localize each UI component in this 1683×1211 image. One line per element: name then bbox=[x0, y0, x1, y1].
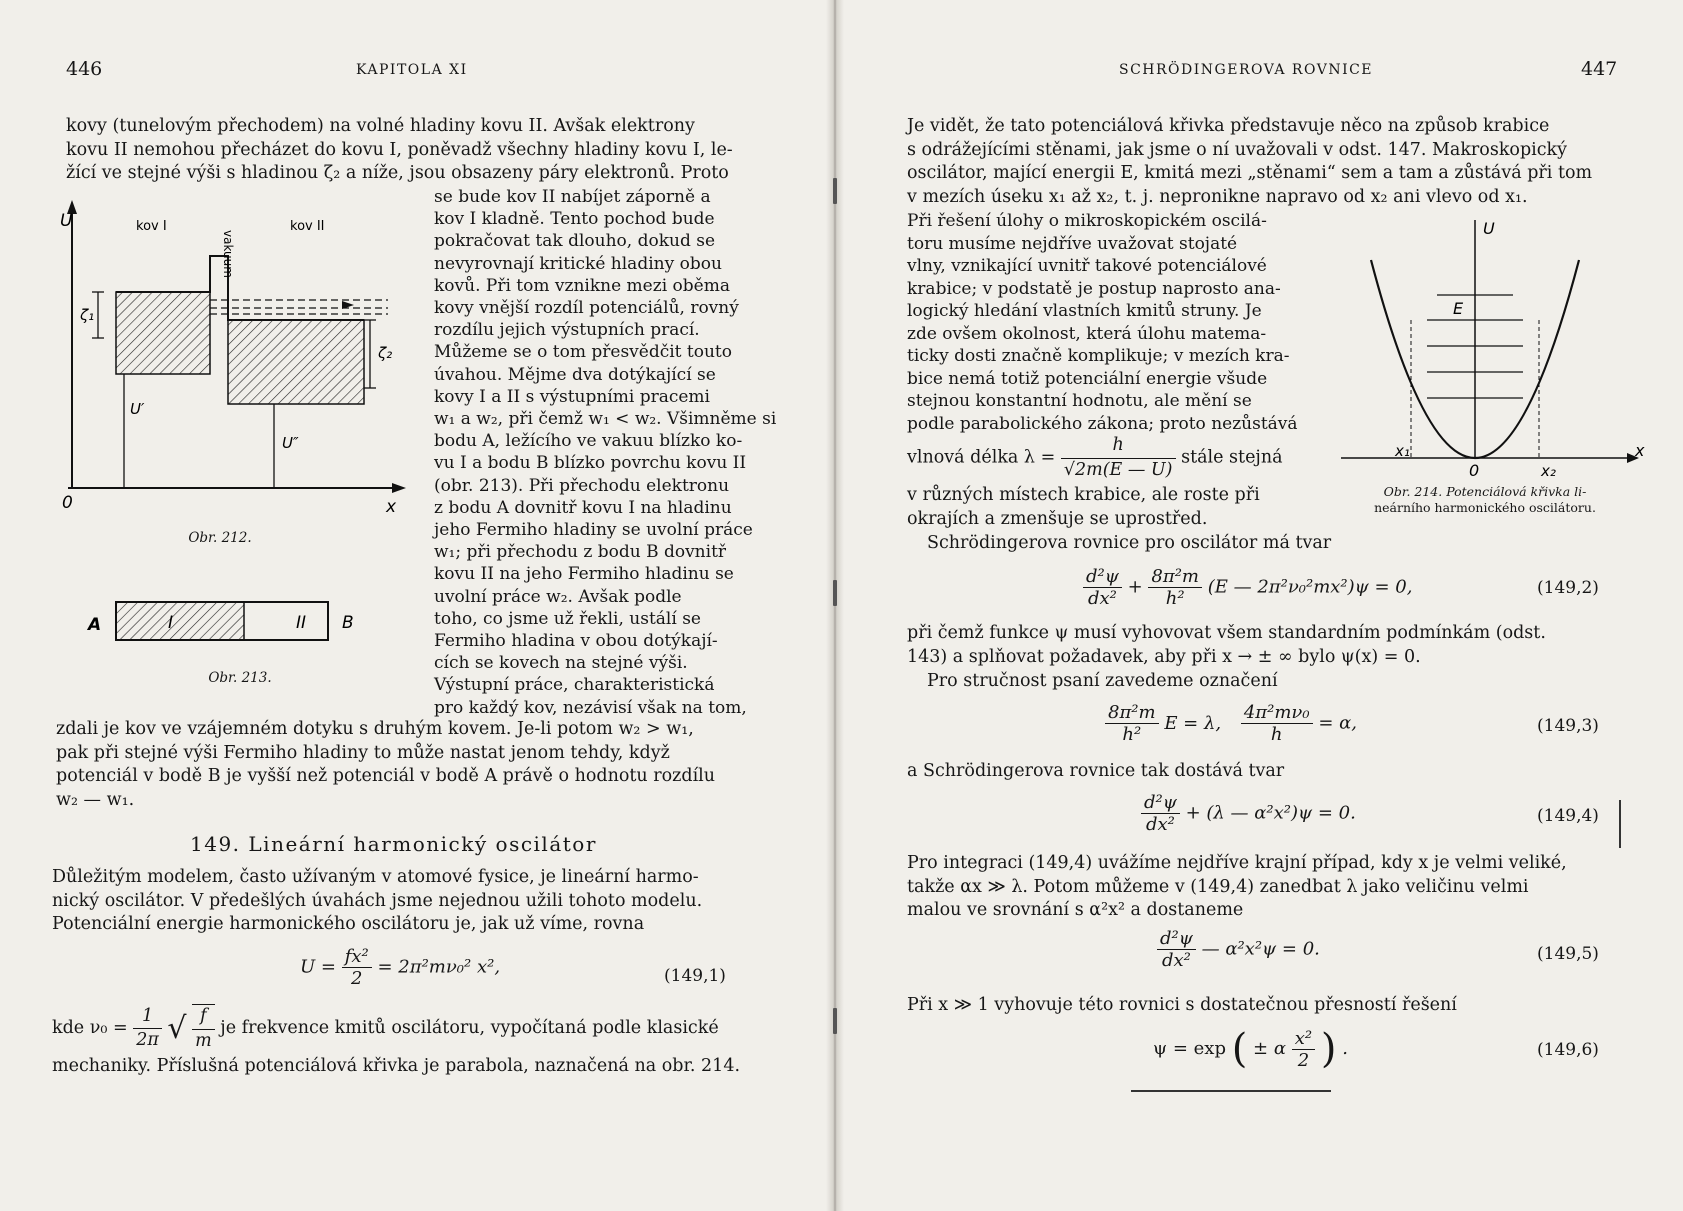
equation-149-2 bbox=[1083, 566, 1412, 609]
text-line: nevyrovnají kritické hladiny obou bbox=[434, 253, 722, 274]
text-line: kovu II na jeho Fermiho hladinu se bbox=[434, 564, 734, 585]
right-paragraph-4 bbox=[927, 532, 1607, 556]
section-end-rule bbox=[1131, 1090, 1331, 1092]
label-U-prime: U′ bbox=[130, 400, 145, 418]
fraction-denominator: 2π bbox=[136, 1030, 159, 1050]
text-line: stejnou konstantní hodnotu, ale mění se bbox=[907, 391, 1252, 411]
fraction-denominator: dx² bbox=[1145, 814, 1175, 835]
equation-149-4 bbox=[1141, 792, 1356, 835]
lambda-prefix: vlnová délka λ = bbox=[907, 447, 1056, 468]
margin-mark bbox=[1619, 800, 1621, 848]
text-line: w₁ a w₂, při čemž w₁ < w₂. Všimněme si bbox=[434, 409, 777, 430]
text-line: úvahou. Mějme dva dotýkající se bbox=[434, 364, 716, 385]
label-B: B bbox=[342, 613, 354, 633]
fraction bbox=[133, 1005, 162, 1053]
right-paragraph-7 bbox=[907, 760, 1587, 784]
text-line: zde ovšem okolnost, která úlohu matema- bbox=[907, 323, 1267, 344]
fraction bbox=[1241, 702, 1313, 745]
text-line: Při řešení úlohy o mikroskopickém oscilá- bbox=[907, 211, 1267, 231]
staple bbox=[833, 178, 837, 204]
label-kov-I: kov I bbox=[136, 219, 167, 234]
label-kov-II: kov II bbox=[290, 219, 325, 234]
fraction-denominator: 2 bbox=[351, 968, 363, 989]
left-paragraph-2 bbox=[434, 186, 777, 719]
text-line: Při x ≫ 1 vyhovuje této rovnici s dostatečnou přesností řešení bbox=[907, 995, 1457, 1015]
label-x1: x₁ bbox=[1395, 442, 1410, 460]
right-paren: ) bbox=[1320, 1026, 1337, 1072]
text-line: 143) a splňovat požadavek, aby při x → ± ∞ bylo ψ(x) = 0. bbox=[907, 646, 1421, 667]
text-line: vlny, vznikající uvnitř takové potenciálové bbox=[907, 256, 1267, 276]
fraction bbox=[1061, 434, 1176, 482]
text-line: Výstupní práce, charakteristická bbox=[434, 675, 715, 696]
fraction bbox=[1292, 1028, 1315, 1071]
fraction-denominator: h² bbox=[1165, 588, 1185, 609]
eq-rest: (E — 2π²ν₀²mx²)ψ = 0, bbox=[1207, 576, 1413, 598]
fraction-numerator: x² bbox=[1292, 1028, 1315, 1050]
left-running-head: KAPITOLA XI bbox=[356, 62, 468, 78]
left-paren: ( bbox=[1231, 1026, 1248, 1072]
fraction-numerator: 1 bbox=[133, 1005, 162, 1030]
eq-rest: + (λ — α²x²)ψ = 0. bbox=[1185, 802, 1356, 824]
fraction-numerator: d²ψ bbox=[1157, 928, 1196, 950]
text-line: podle parabolického zákona; proto nezůstává bbox=[907, 413, 1298, 434]
text-line: Pro stručnost psaní zavedeme označení bbox=[927, 671, 1278, 691]
label-x2: x₂ bbox=[1541, 462, 1556, 480]
label-U-double-prime: U″ bbox=[282, 434, 299, 452]
fraction-numerator: 8π²m bbox=[1105, 702, 1159, 724]
label-origin: 0 bbox=[62, 493, 73, 513]
right-paragraph-5 bbox=[907, 622, 1599, 669]
caption-line: neárního harmonického oscilátoru. bbox=[1374, 500, 1596, 515]
text-line: v mezích úseku x₁ až x₂, t. j. nepronikne napravo od x₂ ani vlevo od x₁. bbox=[907, 186, 1528, 207]
fraction-denominator: m bbox=[195, 1030, 212, 1051]
text-line: bice nemá totiž potenciální energie všude bbox=[907, 368, 1268, 389]
text-line: toho, co jsme už řekli, ustálí se bbox=[434, 608, 701, 629]
figure-212-caption: Obr. 212. bbox=[188, 530, 252, 546]
fraction-numerator: f bbox=[192, 1005, 215, 1030]
left-page bbox=[0, 0, 835, 1211]
figure-214-caption bbox=[1335, 484, 1635, 516]
left-page-number: 446 bbox=[66, 58, 103, 80]
text-line: kov I kladně. Tento pochod bude bbox=[434, 209, 715, 230]
text-line: s odrážejícími stěnami, jak jsme o ní uvažovali v odst. 147. Makroskopický bbox=[907, 139, 1568, 160]
text-line: (obr. 213). Při přechodu elektronu bbox=[434, 475, 730, 496]
right-running-head: SCHRÖDINGEROVA ROVNICE bbox=[1119, 62, 1374, 78]
text-line: w₂ — w₁. bbox=[56, 789, 135, 810]
text-line: mechaniky. Příslušná potenciálová křivka je parabola, naznačená na obr. 214. bbox=[52, 1056, 741, 1076]
caption-line: Obr. 214. Potenciálová křivka li- bbox=[1383, 484, 1587, 499]
text-line: Fermiho hladina v obou dotýkají- bbox=[434, 631, 718, 652]
text-line: takže αx ≫ λ. Potom můžeme v (149,4) zanedbat λ jako veličinu velmi bbox=[907, 876, 1529, 897]
fraction bbox=[192, 1004, 215, 1053]
equation-149-3 bbox=[1105, 702, 1357, 745]
label-E: E bbox=[1453, 299, 1464, 318]
text-line: pak při stejné výši Fermiho hladiny to může nastat jenom tehdy, když bbox=[56, 742, 670, 763]
fraction-denominator: dx² bbox=[1087, 588, 1117, 609]
figure-214 bbox=[1331, 210, 1651, 480]
text-line: kovy I a II s výstupními pracemi bbox=[434, 386, 710, 407]
text-line: kovu II nemohou přecházet do kovu I, poněvadž všechny hladiny kovu I, le- bbox=[66, 139, 733, 160]
text-line: oscilátor, mající energii E, kmitá mezi „stěnami“ sem a tam a zůstává při tom bbox=[907, 163, 1593, 183]
fraction-numerator: h bbox=[1061, 434, 1176, 459]
label-x: x bbox=[1635, 441, 1645, 460]
fraction-numerator: 4π²mν₀ bbox=[1241, 702, 1313, 724]
label-I: I bbox=[168, 613, 174, 633]
staple bbox=[833, 1008, 837, 1034]
text-line: cích se kovech na stejné výši. bbox=[434, 653, 688, 674]
plus-sign: + bbox=[1127, 576, 1143, 598]
equation-number: (149,5) bbox=[1537, 944, 1599, 964]
right-paragraph-8 bbox=[907, 852, 1599, 923]
right-paragraph-6 bbox=[927, 670, 1607, 694]
text-line: Potenciální energie harmonického oscilátoru je, jak už víme, rovna bbox=[52, 914, 645, 934]
left-paragraph-4 bbox=[52, 866, 752, 937]
text-line: potenciál v bodě B je vyšší než potenciál v bodě A právě o hodnotu rozdílu bbox=[56, 766, 716, 786]
text-line: kovů. Při tom vznikne mezi oběma bbox=[434, 275, 730, 296]
eq-rhs: = 2π²mν₀² x², bbox=[377, 956, 501, 978]
eq-pm: ± α bbox=[1253, 1038, 1287, 1059]
text-line: Pro integraci (149,4) uvážíme nejdříve krajní případ, kdy x je velmi veliké, bbox=[907, 853, 1567, 873]
fraction-numerator: 8π²m bbox=[1148, 566, 1202, 588]
text-line: ticky dosti značně komplikuje; v mezích kra- bbox=[907, 346, 1290, 366]
fraction-numerator: fx² bbox=[342, 946, 372, 968]
label-U: U bbox=[60, 211, 73, 231]
label-II: II bbox=[296, 613, 307, 633]
fraction-numerator: d²ψ bbox=[1141, 792, 1180, 814]
fraction-denominator: √2m(E — U) bbox=[1063, 459, 1173, 480]
equation-149-1 bbox=[300, 946, 500, 989]
equation-149-5 bbox=[1157, 928, 1320, 971]
fraction bbox=[1141, 792, 1180, 835]
equation-number: (149,6) bbox=[1537, 1040, 1599, 1060]
label-A: A bbox=[88, 615, 102, 635]
eq-mid: E = λ, bbox=[1164, 712, 1222, 734]
staple bbox=[833, 580, 837, 606]
fraction bbox=[1083, 566, 1122, 609]
text-line: okrajích a zmenšuje se uprostřed. bbox=[907, 508, 1208, 529]
section-title: 149. Lineární harmonický oscilátor bbox=[190, 832, 597, 856]
right-page bbox=[835, 0, 1683, 1211]
right-page-number: 447 bbox=[1581, 58, 1618, 80]
text-line: toru musíme nejdříve uvažovat stojaté bbox=[907, 233, 1238, 254]
text-line: logický hledání vlastních kmitů struny. Je bbox=[907, 301, 1262, 321]
right-paragraph-9 bbox=[907, 994, 1599, 1018]
text-line: jeho Fermiho hladiny se uvolní práce bbox=[434, 520, 753, 541]
left-paragraph-3 bbox=[56, 718, 756, 812]
text-line: kovy (tunelovým přechodem) na volné hladiny kovu II. Avšak elektrony bbox=[66, 116, 695, 136]
text-line: zdali je kov ve vzájemném dotyku s druhým kovem. Je-li potom w₂ > w₁, bbox=[56, 719, 694, 739]
left-paragraph-5 bbox=[52, 1055, 752, 1079]
text-line: a Schrödingerova rovnice tak dostává tvar bbox=[907, 761, 1285, 781]
eq-lhs: ψ = exp bbox=[1153, 1038, 1226, 1059]
text-line: pokračovat tak dlouho, dokud se bbox=[434, 231, 716, 252]
eq-end: . bbox=[1342, 1038, 1348, 1059]
square-root-sign: √ bbox=[167, 1010, 187, 1046]
equation-149-6 bbox=[1153, 1026, 1348, 1072]
kde-line bbox=[52, 1004, 752, 1053]
label-U: U bbox=[1483, 219, 1495, 238]
lambda-line bbox=[907, 434, 1327, 482]
text-line: z bodu A dovnitř kovu I na hladinu bbox=[434, 497, 732, 518]
label-zeta1: ζ₁ bbox=[80, 306, 95, 324]
text-line: w₁; při přechodu z bodu B dovnitř bbox=[434, 542, 727, 563]
kde-suffix: je frekvence kmitů oscilátoru, vypočítaná podle klasické bbox=[220, 1018, 719, 1038]
text-line: bodu A, ležícího ve vakuu blízko ko- bbox=[434, 431, 743, 452]
text-line: kovy vnější rozdíl potenciálů, rovný bbox=[434, 298, 739, 319]
figure-213-caption: Obr. 213. bbox=[208, 670, 272, 686]
text-line: Můžeme se o tom přesvědčit touto bbox=[434, 342, 732, 363]
equation-number: (149,2) bbox=[1537, 578, 1599, 598]
text-line: Je vidět, že tato potenciálová křivka představuje něco na způsob krabice bbox=[907, 116, 1550, 136]
equation-number: (149,4) bbox=[1537, 806, 1599, 826]
eq-lhs: U = bbox=[300, 956, 336, 978]
text-line: krabice; v podstatě je postup naprosto ana- bbox=[907, 278, 1281, 299]
fraction bbox=[1105, 702, 1159, 745]
kde-prefix: kde ν₀ = bbox=[52, 1018, 128, 1038]
fraction-denominator: h bbox=[1270, 724, 1283, 745]
fraction bbox=[342, 946, 372, 989]
text-line: se bude kov II nabíjet záporně a bbox=[434, 187, 711, 207]
fraction-numerator: d²ψ bbox=[1083, 566, 1122, 588]
text-line: rozdílu jejich výstupních prací. bbox=[434, 320, 700, 341]
fraction-denominator: h² bbox=[1122, 724, 1142, 745]
text-line: malou ve srovnání s α²x² a dostaneme bbox=[907, 900, 1244, 920]
figure-212 bbox=[58, 188, 418, 518]
right-paragraph-1 bbox=[907, 115, 1599, 209]
text-line: uvolní práce w₂. Avšak podle bbox=[434, 586, 682, 607]
text-line: žící ve stejné výši s hladinou ζ₂ a níže, jsou obsazeny páry elektronů. Proto bbox=[66, 163, 729, 183]
right-paragraph-2 bbox=[907, 210, 1307, 435]
fraction-denominator: 2 bbox=[1297, 1049, 1310, 1071]
label-origin: 0 bbox=[1469, 461, 1480, 480]
text-line: pro každý kov, nezávisí však na tom, bbox=[434, 697, 747, 718]
label-zeta2: ζ₂ bbox=[378, 344, 393, 362]
right-paragraph-3 bbox=[907, 484, 1307, 531]
lambda-suffix: stále stejná bbox=[1181, 447, 1283, 468]
eq-rest: — α²x²ψ = 0. bbox=[1201, 938, 1320, 960]
text-line: Schrödingerova rovnice pro oscilátor má tvar bbox=[927, 533, 1332, 553]
text-line: Důležitým modelem, často užívaným v atomové fysice, je lineární harmo- bbox=[52, 867, 699, 887]
left-paragraph-1 bbox=[66, 115, 756, 186]
equation-number: (149,1) bbox=[664, 966, 726, 986]
fraction bbox=[1157, 928, 1196, 971]
fraction bbox=[1148, 566, 1202, 609]
eq-end: = α, bbox=[1318, 712, 1357, 734]
text-line: při čemž funkce ψ musí vyhovovat všem standardním podmínkám (odst. bbox=[907, 623, 1546, 643]
label-vakuum: vakuum bbox=[221, 230, 235, 278]
label-x: x bbox=[386, 497, 397, 517]
figure-213 bbox=[84, 596, 404, 646]
text-line: vu I a bodu B blízko povrchu kovu II bbox=[434, 453, 747, 474]
equation-number: (149,3) bbox=[1537, 716, 1599, 736]
text-line: nický oscilátor. V předešlých úvahách jsme nejednou užili tohoto modelu. bbox=[52, 890, 703, 911]
fraction-denominator: dx² bbox=[1161, 950, 1191, 971]
text-line: v různých místech krabice, ale roste při bbox=[907, 485, 1260, 505]
